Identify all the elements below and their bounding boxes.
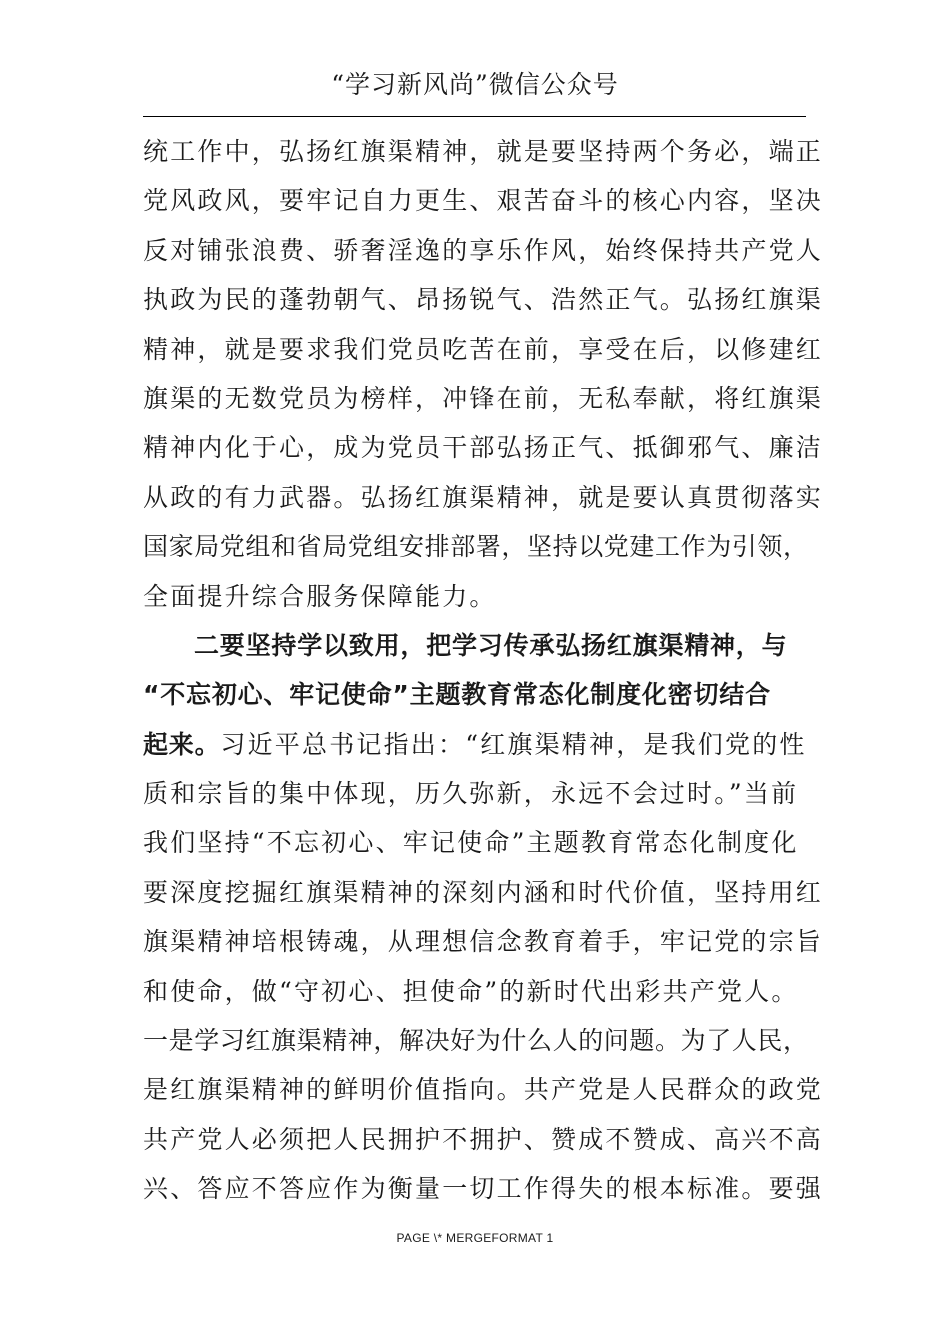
header-title: “学习新风尚”微信公众号 [331,70,619,99]
section-heading-line: 二要坚持学以致用，把学习传承弘扬红旗渠精神，与 [194,630,788,660]
body-text [143,127,843,1214]
header-divider [143,116,806,117]
text-line: 兴、答应不答应作为衡量一切工作得失的根本标准。要强 [143,1174,824,1204]
section-heading-line: “不忘初心、牢记使命”主题教育常态化制度化密切结合 [143,680,771,710]
text-line: 是红旗渠精神的鲜明价值指向。共产党是人民群众的政党 [143,1075,824,1105]
text-line: 反对铺张浪费、骄奢淫逸的享乐作风，始终保持共产党人 [143,235,824,265]
text-line: 旗渠精神培根铸魂，从理想信念教育着手，牢记党的宗旨 [143,927,824,957]
text-line: 我们坚持“不忘初心、牢记使命”主题教育常态化制度化 [143,828,799,858]
page-number-field: PAGE \* MERGEFORMAT 1 [396,1231,554,1245]
text-line [143,720,843,769]
text-line: 统工作中，弘扬红旗渠精神，就是要坚持两个务必，端正 [143,137,824,166]
text-line: 一是学习红旗渠精神，解决好为什么人的问题。为了人民， [143,1026,809,1056]
text-line: 国家局党组和省局党组安排部署，坚持以党建工作为引领， [143,532,809,562]
section-heading-end: 起来。 [143,729,221,759]
text-line: 党风政风，要牢记自力更生、艰苦奋斗的核心内容，坚决 [143,186,824,216]
text-line: 全面提升综合服务保障能力。 [143,581,497,611]
text-line: 共产党人必须把人民拥护不拥护、赞成不赞成、高兴不高 [143,1124,824,1154]
text-line: 从政的有力武器。弘扬红旗渠精神，就是要认真贯彻落实 [143,482,824,512]
text-run: 习近平总书记指出：“红旗渠精神，是我们党的性 [220,729,807,759]
text-line: 要深度挖掘红旗渠精神的深刻内涵和时代价值，坚持用红 [143,877,824,907]
text-line: 和使命，做“守初心、担使命”的新时代出彩共产党人。 [143,976,799,1006]
text-line: 质和宗旨的集中体现，历久弥新，永远不会过时。”当前 [143,779,799,809]
text-line: 精神内化于心，成为党员干部弘扬正气、抵御邪气、廉洁 [143,433,824,463]
text-line: 旗渠的无数党员为榜样，冲锋在前，无私奉献，将红旗渠 [143,383,824,413]
text-line: 精神，就是要求我们党员吃苦在前，享受在后，以修建红 [143,334,824,364]
text-line: 执政为民的蓬勃朝气、昂扬锐气、浩然正气。弘扬红旗渠 [143,285,824,315]
